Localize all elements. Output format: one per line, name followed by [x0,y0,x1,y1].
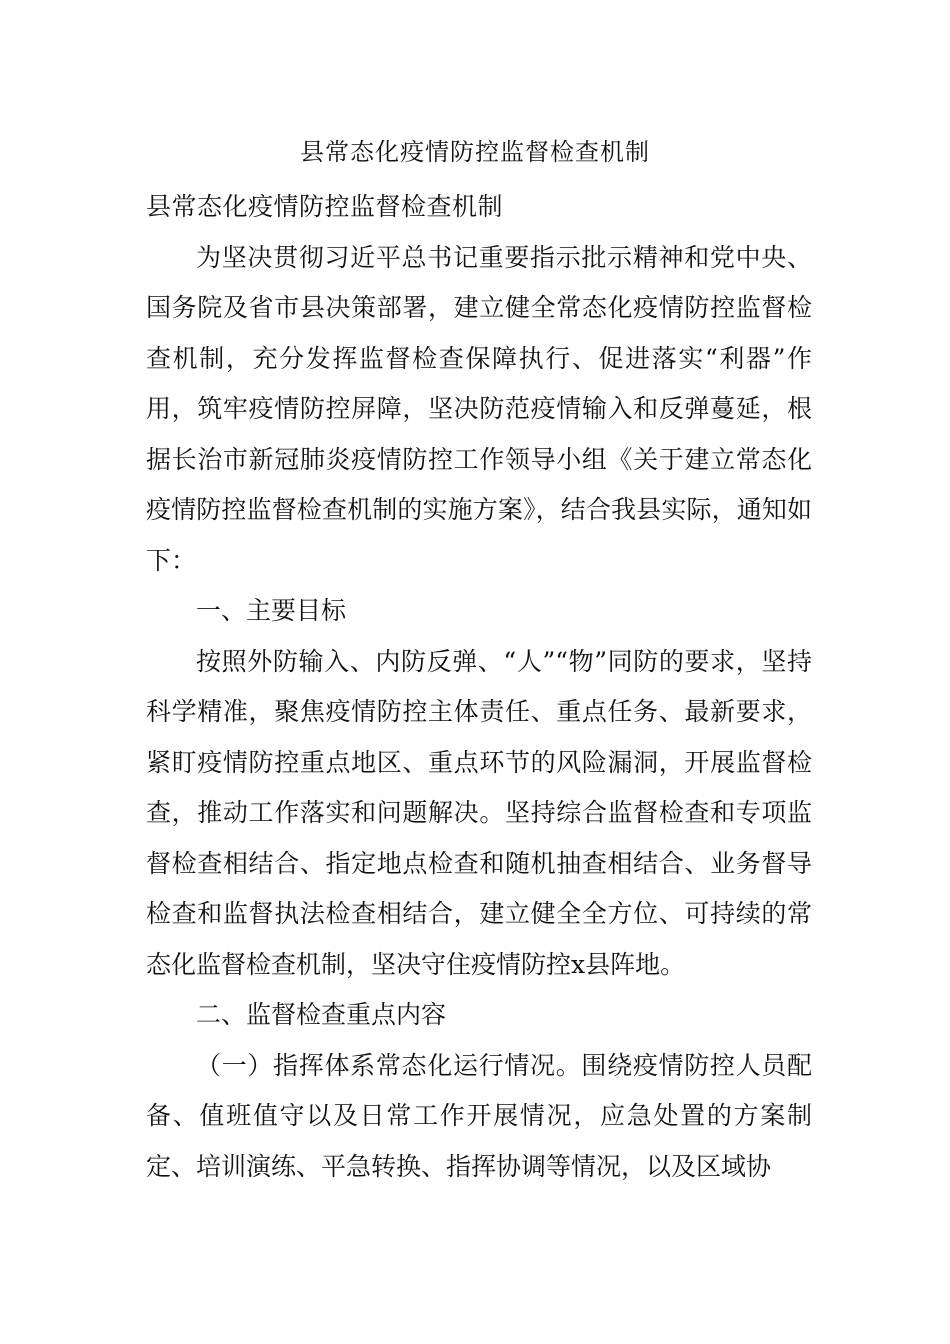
document-subtitle: 县常态化疫情防控监督检查机制 [146,192,504,221]
document-title: 县常态化疫情防控监督检查机制 [300,138,650,166]
item-one-paragraph: （一）指挥体系常态化运行情况。围绕疫情防控人员配备、值班值守以及日常工作开展情况，应急处置的方案制定、培训演练、平急转换、指挥协调等情况，以及区域协 [146,1050,812,1181]
section-heading-key-content: 二、监督检查重点内容 [196,1000,447,1029]
section-heading-goals: 一、主要目标 [196,596,347,625]
document-body [146,182,812,1192]
goals-paragraph: 按照外防输入、内防反弹、“人”“物”同防的要求，坚持科学精准，聚焦疫情防控主体责任、重点任务、最新要求，紧盯疫情防控重点地区、重点环节的风险漏洞，开展监督检查，推动工作落实和问题解决。坚持综合监督检查和专项监督检查相结合、指定地点检查和随机抽查相结合、业务督导检查和监督执法检查相结合，建立健全全方位、可持续的常态化监督检查机制，坚决守住疫情防控x县阵地。 [146,646,812,979]
intro-paragraph: 为坚决贯彻习近平总书记重要指示批示精神和党中央、国务院及省市县决策部署，建立健全常态化疫情防控监督检查机制，充分发挥监督检查保障执行、促进落实“利器”作用，筑牢疫情防控屏障，坚决防范疫情输入和反弹蔓延，根据长治市新冠肺炎疫情防控工作领导小组《关于建立常态化疫情防控监督检查机制的实施方案》，结合我县实际，通知如下： [146,242,812,575]
